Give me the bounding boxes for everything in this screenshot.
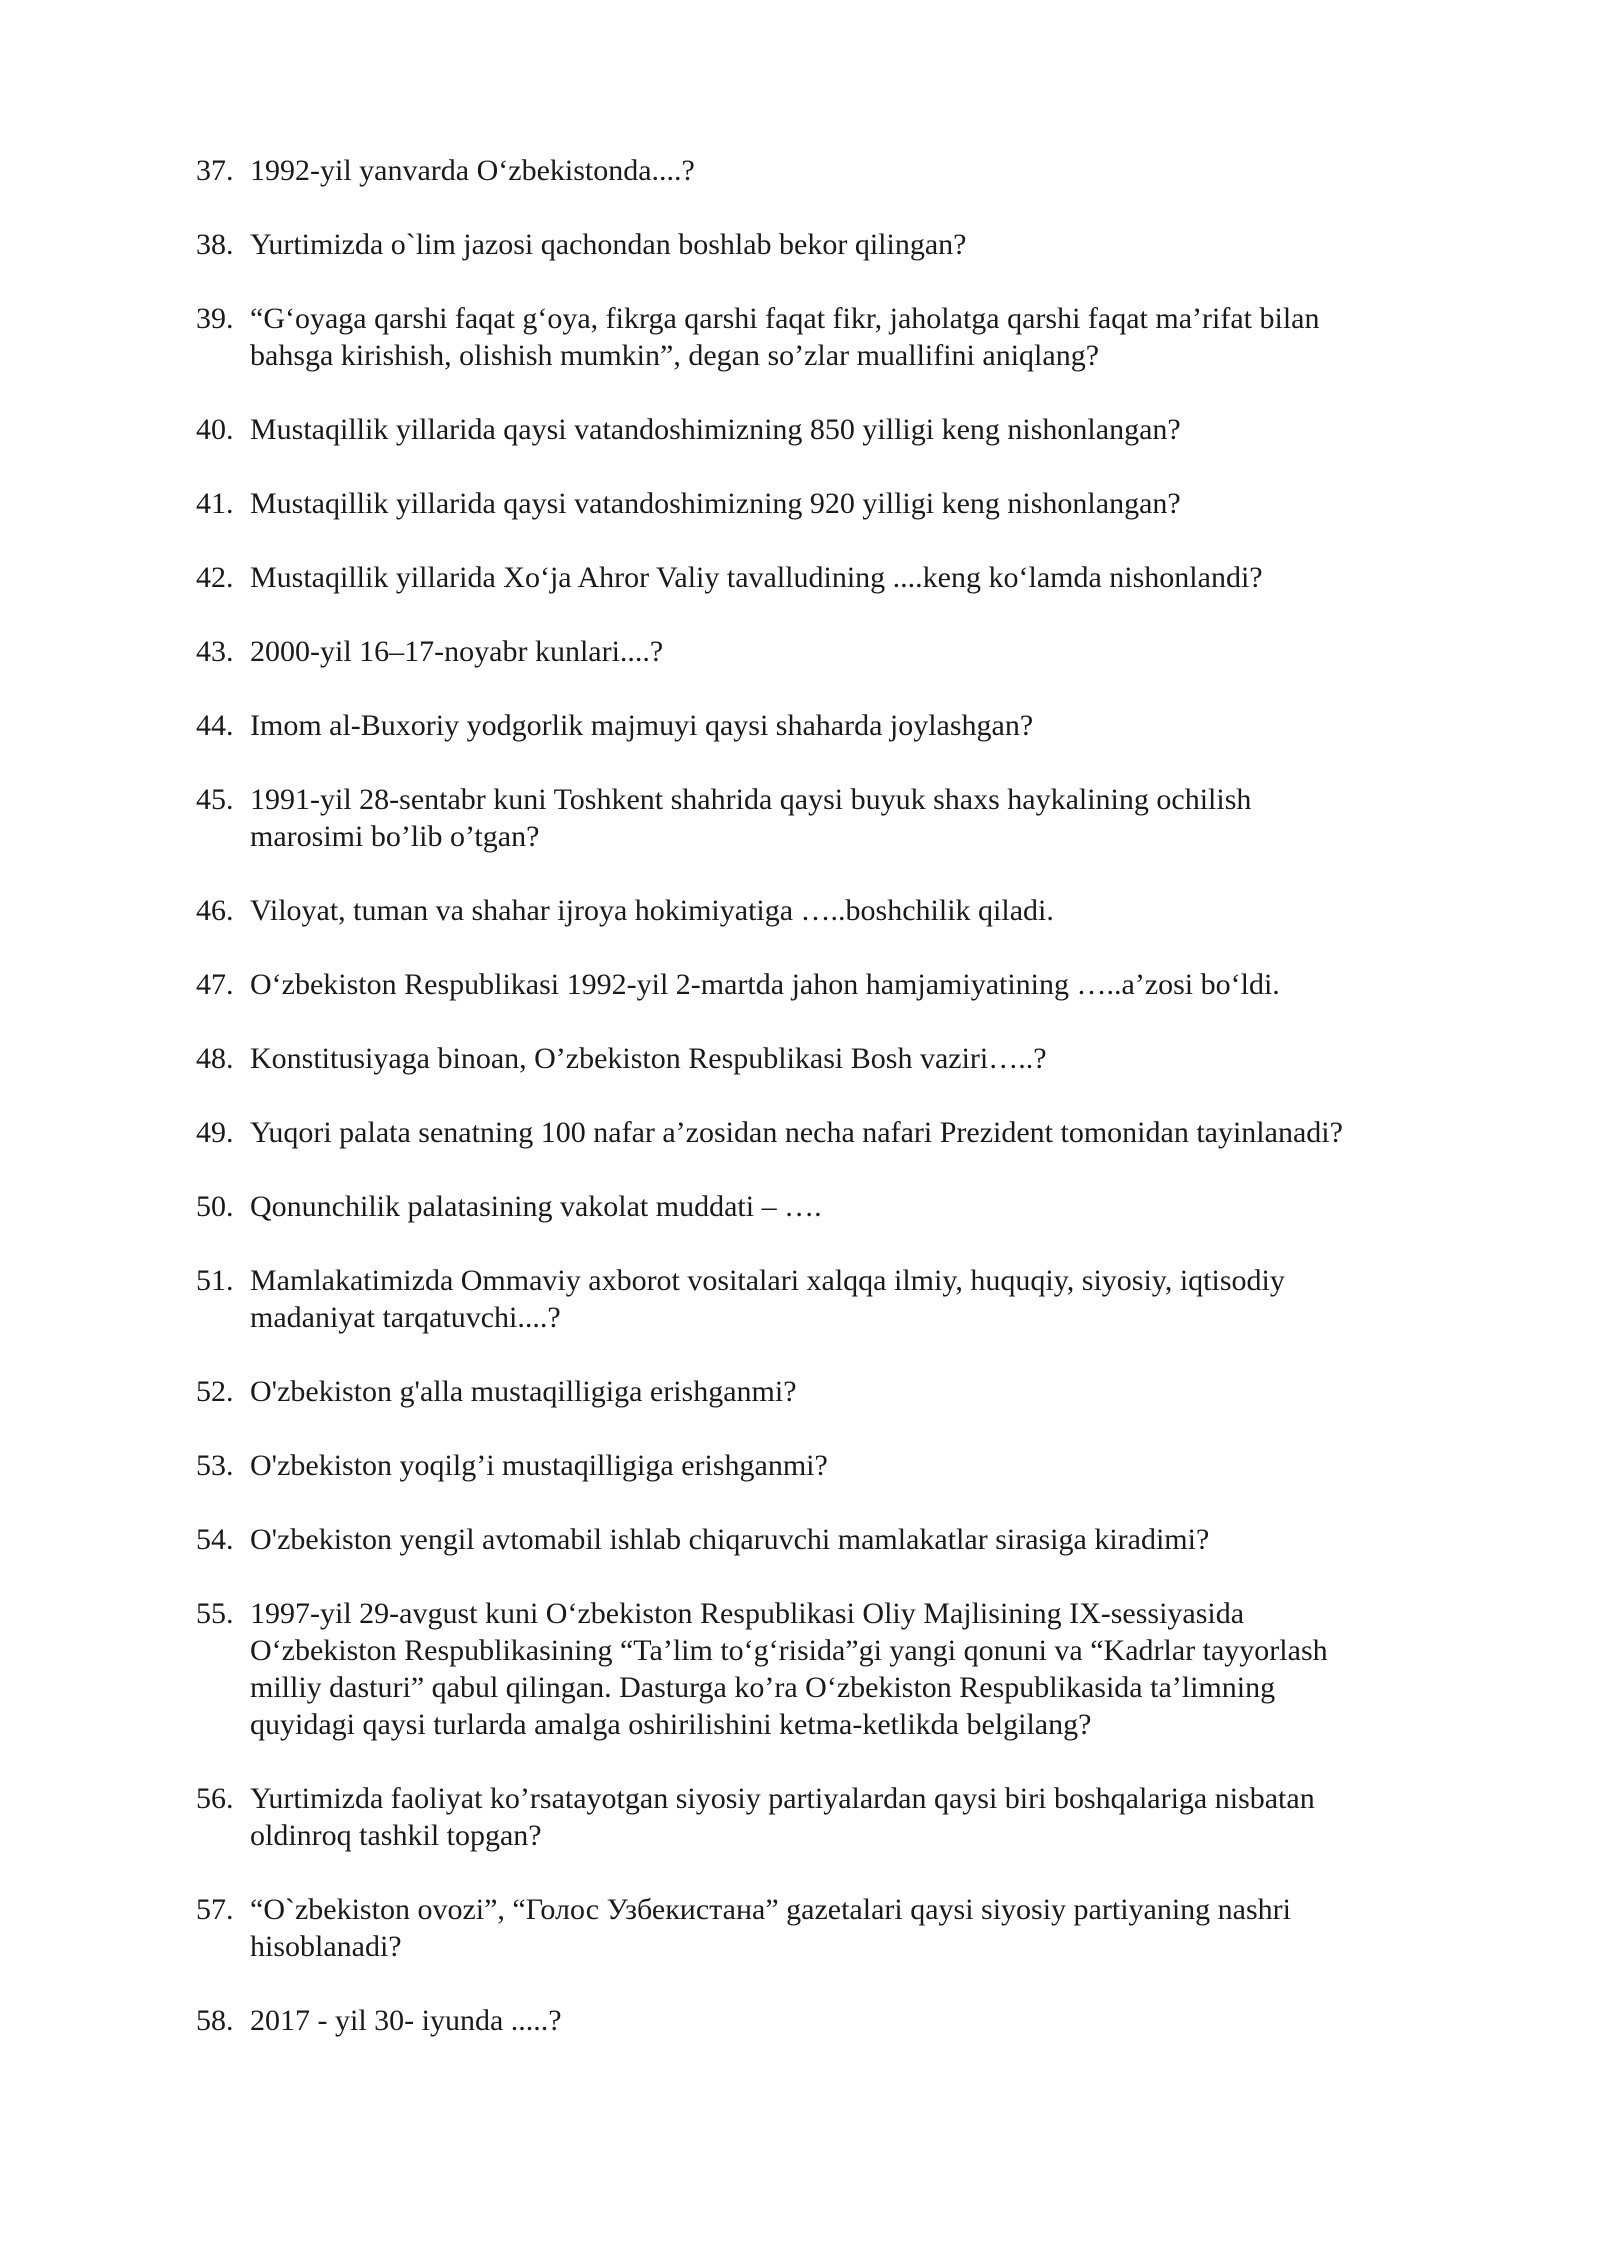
question-number: 53. xyxy=(196,1449,234,1482)
question-text: O‘zbekiston Respublikasi 1992-yil 2-martda jahon hamjamiyatining …..a’zosi bo‘ldi. xyxy=(250,968,1280,1001)
question-number: 45. xyxy=(196,783,234,816)
question-item xyxy=(196,781,1436,855)
question-text: “O`zbekiston ovozi”, “Голос Узбекистана” gazetalari qaysi siyosiy partiyaning nashri hisoblanadi? xyxy=(250,1893,1291,1963)
question-text: Yurtimizda o`lim jazosi qachondan boshlab bekor qilingan? xyxy=(250,228,967,261)
question-text: O'zbekiston yengil avtomabil ishlab chiqaruvchi mamlakatlar sirasiga kiradimi? xyxy=(250,1523,1210,1556)
question-number: 48. xyxy=(196,1042,234,1075)
question-text: Konstitusiyaga binoan, O’zbekiston Respublikasi Bosh vaziri…..? xyxy=(250,1042,1047,1075)
question-number: 52. xyxy=(196,1375,234,1408)
question-number: 49. xyxy=(196,1116,234,1149)
question-number: 56. xyxy=(196,1782,234,1815)
question-number: 40. xyxy=(196,413,234,446)
question-item xyxy=(196,300,1436,374)
question-item xyxy=(196,2002,1436,2039)
question-text: Yurtimizda faoliyat ko’rsatayotgan siyosiy partiyalardan qaysi biri boshqalariga nisbatan oldinroq tashkil topgan? xyxy=(250,1782,1315,1852)
question-item xyxy=(196,411,1436,448)
question-number: 43. xyxy=(196,635,234,668)
question-text: 2017 - yil 30- iyunda .....? xyxy=(250,2004,562,2037)
question-item xyxy=(196,966,1436,1003)
question-text: Yuqori palata senatning 100 nafar a’zosidan necha nafari Prezident tomonidan tayinlanadi? xyxy=(250,1116,1343,1149)
question-number: 38. xyxy=(196,228,234,261)
question-text: “G‘oyaga qarshi faqat g‘oya, fikrga qarshi faqat fikr, jaholatga qarshi faqat ma’rifat bilan bahsga kirishish, olishish mumkin”, degan so’zlar muallifini aniqlang? xyxy=(250,302,1320,372)
question-item xyxy=(196,1262,1436,1336)
question-text: O'zbekiston g'alla mustaqilligiga erishganmi? xyxy=(250,1375,797,1408)
question-text: 1991-yil 28-sentabr kuni Toshkent shahrida qaysi buyuk shaxs haykalining ochilish marosimi bo’lib o’tgan? xyxy=(250,783,1252,853)
question-item xyxy=(196,1114,1436,1151)
question-item xyxy=(196,152,1436,189)
question-list xyxy=(196,152,1436,2076)
question-item xyxy=(196,226,1436,263)
question-number: 50. xyxy=(196,1190,234,1223)
question-number: 39. xyxy=(196,302,234,335)
question-text: 1997-yil 29-avgust kuni O‘zbekiston Respublikasi Oliy Majlisining IX-sessiyasida O‘zbekiston Respublikasining “Ta’lim to‘g‘risida”gi yangi qonuni va “Kadrlar tayyorlash milliy dasturi” qabul qilingan. Dasturga ko’ra O‘zbekiston Respublikasida ta’limning quyidagi qaysi turlarda amalga oshirilishini ketma-ketlikda belgilang? xyxy=(250,1597,1328,1741)
question-number: 41. xyxy=(196,487,234,520)
question-text: Qonunchilik palatasining vakolat muddati – …. xyxy=(250,1190,822,1223)
question-text: 1992-yil yanvarda O‘zbekistonda....? xyxy=(250,154,695,187)
question-item xyxy=(196,1521,1436,1558)
question-number: 54. xyxy=(196,1523,234,1556)
question-text: Imom al-Buxoriy yodgorlik majmuyi qaysi shaharda joylashgan? xyxy=(250,709,1034,742)
question-item xyxy=(196,1040,1436,1077)
question-item xyxy=(196,1780,1436,1854)
question-number: 44. xyxy=(196,709,234,742)
question-item xyxy=(196,1447,1436,1484)
question-text: Mustaqillik yillarida Xo‘ja Ahror Valiy tavalludining ....keng ko‘lamda nishonlandi? xyxy=(250,561,1263,594)
question-text: Mustaqillik yillarida qaysi vatandoshimizning 850 yilligi keng nishonlangan? xyxy=(250,413,1181,446)
question-text: Mamlakatimizda Ommaviy axborot vositalari xalqqa ilmiy, huquqiy, siyosiy, iqtisodiy madaniyat tarqatuvchi....? xyxy=(250,1264,1285,1334)
question-number: 37. xyxy=(196,154,234,187)
question-text: Mustaqillik yillarida qaysi vatandoshimizning 920 yilligi keng nishonlangan? xyxy=(250,487,1181,520)
question-number: 55. xyxy=(196,1597,234,1630)
question-text: Viloyat, tuman va shahar ijroya hokimiyatiga …..boshchilik qiladi. xyxy=(250,894,1054,927)
question-number: 57. xyxy=(196,1893,234,1926)
question-item xyxy=(196,485,1436,522)
question-item xyxy=(196,1595,1436,1743)
question-number: 42. xyxy=(196,561,234,594)
question-text: 2000-yil 16–17-noyabr kunlari....? xyxy=(250,635,664,668)
question-item xyxy=(196,707,1436,744)
question-number: 46. xyxy=(196,894,234,927)
question-item xyxy=(196,1891,1436,1965)
question-text: O'zbekiston yoqilg’i mustaqilligiga erishganmi? xyxy=(250,1449,828,1482)
question-number: 47. xyxy=(196,968,234,1001)
question-item xyxy=(196,892,1436,929)
question-item xyxy=(196,1188,1436,1225)
question-item xyxy=(196,633,1436,670)
question-item xyxy=(196,1373,1436,1410)
question-number: 58. xyxy=(196,2004,234,2037)
question-number: 51. xyxy=(196,1264,234,1297)
question-item xyxy=(196,559,1436,596)
